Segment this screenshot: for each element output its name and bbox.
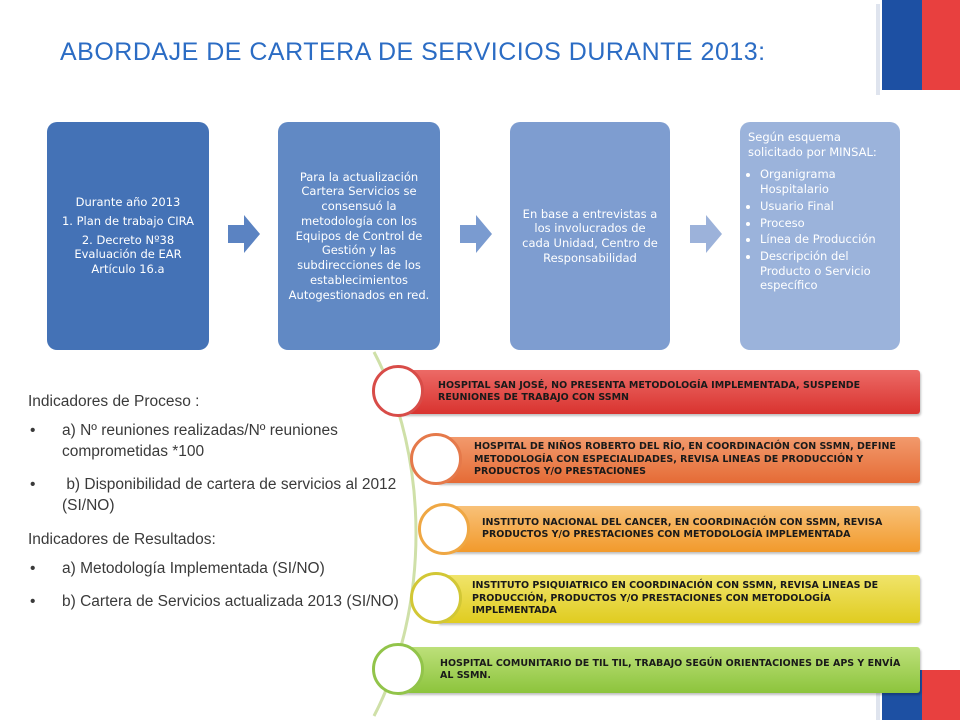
hospital-marker <box>372 643 424 695</box>
hospital-band-text: HOSPITAL SAN JOSÉ, NO PRESENTA METODOLOGÍA IMPLEMENTADA, SUSPENDE REUNIONES DE TRABAJO CON SSMN <box>438 379 861 403</box>
process-step-1 <box>47 122 209 350</box>
hospital-marker <box>418 503 470 555</box>
results-indicators-list <box>28 559 408 613</box>
flag-red-stripe <box>922 670 960 720</box>
flag-red-stripe <box>922 0 960 90</box>
hospital-band <box>438 575 920 623</box>
process-step-4 <box>740 122 900 350</box>
page-title: ABORDAJE DE CARTERA DE SERVICIOS DURANTE 2013: <box>60 38 766 66</box>
list-item: • Línea de Producción <box>760 232 892 247</box>
list-item: • Proceso <box>760 216 892 231</box>
hospital-marker <box>410 433 462 485</box>
hospital-band-text: HOSPITAL COMUNITARIO DE TIL TIL, TRABAJO SEGÚN ORIENTACIONES DE APS Y ENVÍA AL SSMN. <box>440 657 901 681</box>
arrow-right-icon <box>460 215 492 253</box>
results-indicators-heading: Indicadores de Resultados: <box>28 530 216 548</box>
process-indicators-heading: Indicadores de Proceso : <box>28 393 200 410</box>
hospital-band-text: INSTITUTO PSIQUIATRICO EN COORDINACIÓN CON SSMN, REVISA LINEAS DE PRODUCCIÓN, PRODUCTOS Y/O PRESTACIONES CON METODOLOGÍA IMPLEMENTADA <box>472 580 879 617</box>
list-item: • Descripción del Producto o Servicio específico <box>760 249 892 293</box>
list-item: • Usuario Final <box>760 199 892 214</box>
flag-decoration-top <box>882 0 960 95</box>
list-item: • Organigrama Hospitalario <box>760 167 892 196</box>
hospital-marker <box>410 572 462 624</box>
step-3-text: En base a entrevistas a los involucrados de cada Unidad, Centro de Responsabilidad <box>522 206 658 265</box>
indicators-panel <box>28 393 408 625</box>
hospital-band <box>448 506 920 552</box>
list-item: • b) Disponibilidad de cartera de servicios al 2012 (SI/NO) <box>28 475 408 517</box>
step-4-intro: Según esquema solicitado por MINSAL: <box>748 130 877 159</box>
process-indicators-list <box>28 421 408 517</box>
step-1-line-3: 2. Decreto Nº38 Evaluación de EAR Artículo 16.a <box>74 232 182 277</box>
arrow-right-icon <box>690 215 722 253</box>
step-1-line-2: 1. Plan de trabajo CIRA <box>61 213 195 228</box>
hospital-band <box>398 370 920 414</box>
list-item: • a) Metodología Implementada (SI/NO) <box>28 559 408 580</box>
hospital-marker <box>372 365 424 417</box>
step-1-line-1: Durante año 2013 <box>75 195 181 210</box>
hospital-band <box>438 437 920 483</box>
flag-blue-stripe <box>882 0 922 90</box>
process-step-2 <box>278 122 440 350</box>
list-item: • b) Cartera de Servicios actualizada 2013 (SI/NO) <box>28 592 408 613</box>
arrow-right-icon <box>228 215 260 253</box>
process-step-3 <box>510 122 670 350</box>
step-2-text: Para la actualización Cartera Servicios se consensuó la metodología con los Equipos de Control de Gestión y las subdirecciones de los establecimientos Autogestionados en red. <box>288 169 430 302</box>
hospital-band <box>398 647 920 693</box>
hospital-band-text: INSTITUTO NACIONAL DEL CANCER, EN COORDINACIÓN CON SSMN, REVISA PRODUCTOS Y/O PRESTACIONES CON METODOLOGÍA IMPLEMENTADA <box>482 516 883 540</box>
list-item: • a) Nº reuniones realizadas/Nº reuniones comprometidas *100 <box>28 421 408 463</box>
hospital-band-text: HOSPITAL DE NIÑOS ROBERTO DEL RÍO, EN COORDINACIÓN CON SSMN, DEFINE METODOLOGÍA CON ESPECIALIDADES, REVISA LINEAS DE PRODUCCIÓN Y PRODUCTOS Y/O PRESTACIONES <box>474 441 896 478</box>
step-4-list <box>748 165 892 295</box>
